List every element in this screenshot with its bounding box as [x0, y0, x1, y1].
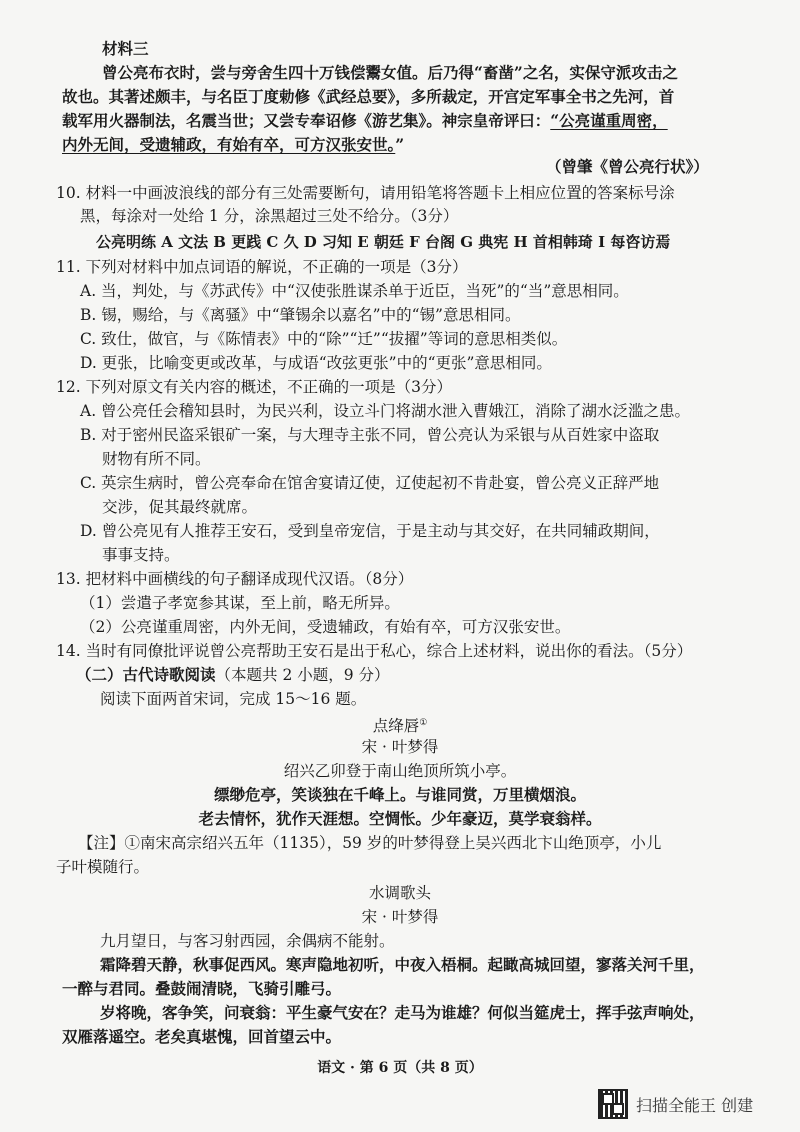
watermark-text: 扫描全能王 创建: [636, 1095, 754, 1115]
poem-2-line: 岁将晚，客争笑，问衰翁：平生豪气安在？走马为谁雄？何似当筵虎士，挥手弦声响处，: [100, 1003, 705, 1022]
material3-text: 载军用火器制法，名震当世；又尝专奉诏修《游艺集》。神宗皇帝评曰：: [62, 111, 551, 130]
poem-2-preface: 九月望日，与客习射西园，余偶病不能射。: [100, 932, 395, 950]
material3-paragraph-line: 故也。其著述颇丰，与名臣丁度勅修《武经总要》，多所裁定，开宫定军事全书之先河，首: [62, 87, 675, 106]
poem-2-author: 宋 · 叶梦得: [361, 908, 439, 926]
question-12-option-d: D. 曾公亮见有人推荐王安石，受到皇帝宠信，于是主动与其交好，在共同辅政期间，: [80, 522, 660, 540]
question-10-line: 10. 材料一中画波浪线的部分有三处需要断句，请用铅笔将答题卡上相应位置的答案标号涂: [56, 184, 675, 202]
poem-1-footnote-mark: ①: [419, 718, 428, 728]
material3-paragraph-line: 曾公亮布衣时，尝与旁舍生四十万钱偿鬻女值。后乃得“畜凿”之名，实保守派攻击之: [102, 63, 678, 82]
poem-1-title-line: [0, 712, 800, 737]
poem-1-line: 老去情怀，犹作天涯想。空惆怅。少年豪迈，莫学衰翁样。: [198, 809, 602, 828]
question-14-stem: 14. 当时有同僚批评说曾公亮帮助王安石是出于私心，综合上述材料，说出你的看法。（5分）: [56, 642, 693, 660]
poem-2-line: 一醉与君同。叠鼓闹清晓，飞骑引雕弓。: [62, 979, 342, 998]
section-2-heading: （二）古代诗歌阅读: [76, 665, 216, 684]
section-2-heading-line: [76, 664, 390, 686]
poem-2-line: 霜降碧天静，秋事促西风。寒声隐地初听，中夜入梧桐。起瞰高城回望，寥落关河千里，: [100, 955, 705, 974]
question-13-sentence-1: （1）尝遣子孝宽参其谋，至上前，略无所异。: [80, 594, 400, 612]
material3-paragraph-line: [62, 134, 404, 156]
question-11-stem: 11. 下列对材料中加点词语的解说，不正确的一项是（3分）: [56, 258, 468, 276]
poem-1-line: 缥缈危亭，笑谈独在千峰上。与谁同赏，万里横烟浪。: [213, 785, 586, 804]
question-12-option-b-cont: 财物有所不同。: [102, 450, 211, 468]
material3-paragraph-line: [62, 110, 668, 132]
material3-text: ”: [395, 135, 405, 154]
material3-source: （曾肇《曾公亮行状》）: [546, 157, 709, 176]
question-11-option-b: B. 锡，赐给，与《离骚》中“肇锡余以嘉名”中的“锡”意思相同。: [80, 306, 521, 324]
question-13-stem: 13. 把材料中画横线的句子翻译成现代汉语。（8分）: [56, 570, 414, 588]
question-11-option-d: D. 更张，比喻变更或改革，与成语“改弦更张”中的“更张”意思相同。: [80, 354, 552, 372]
underlined-sentence: “公亮谨重周密，: [550, 111, 668, 130]
question-10-sentence: 公亮明练 A 文法 B 更践 C 久 D 习知 E 朝廷 F 台阁 G 典宪 H 首相韩琦 I 每咨访焉: [96, 233, 671, 251]
underlined-sentence: 内外无间，受遗辅政，有始有卒，可方汉张安世。: [62, 135, 396, 154]
poem-1-note-cont: 子叶模随行。: [56, 858, 150, 876]
poem-1-author: 宋 · 叶梦得: [361, 738, 439, 756]
poem-1-title: 点绛唇: [372, 717, 420, 736]
scanner-watermark: [598, 1086, 793, 1122]
poem-2-title: 水调歌头: [368, 884, 431, 902]
poem-1-preface: 绍兴乙卯登于南山绝顶所筑小亭。: [283, 762, 517, 780]
section-2-note: （本题共 2 小题，9 分）: [215, 666, 390, 684]
poem-2-line: 双雁落遥空。老矣真堪愧，回首望云中。: [62, 1027, 342, 1046]
question-10-line: 黑，每涂对一处给 1 分，涂黑超过三处不给分。（3分）: [80, 207, 459, 225]
poem-1-note: 【注】①南宋高宗绍兴五年（1135），59 岁的叶梦得登上吴兴西北卞山绝顶亭，小儿: [78, 834, 662, 852]
question-12-option-a: A. 曾公亮任会稽知县时，为民兴利，设立斗门将湖水泄入曹娥江，消除了湖水泛滥之患。: [80, 402, 691, 420]
material3-heading: 材料三: [102, 39, 149, 58]
question-12-option-b: B. 对于密州民盗采银矿一案，与大理寺主张不同，曾公亮认为采银与从百姓家中盗取: [80, 426, 660, 444]
question-12-stem: 12. 下列对原文有关内容的概述，不正确的一项是（3分）: [56, 378, 452, 396]
question-11-option-a: A. 当，判处，与《苏武传》中“汉使张胜谋杀单于近臣，当死”的“当”意思相同。: [80, 282, 629, 300]
question-13-sentence-2: （2）公亮谨重周密，内外无间，受遗辅政，有始有卒，可方汉张安世。: [80, 618, 571, 636]
question-11-option-c: C. 致仕，做官，与《陈情表》中的“除”“迁”“拔擢”等词的意思相类似。: [80, 330, 568, 348]
question-12-option-c-cont: 交涉，促其最终就席。: [102, 498, 258, 516]
question-12-option-c: C. 英宗生病时，曾公亮奉命在馆舍宴请辽使，辽使起初不肯赴宴，曾公亮义正辞严地: [80, 474, 660, 492]
page-footer: 语文 · 第 6 页（共 8 页）: [317, 1060, 483, 1076]
section-2-intro: 阅读下面两首宋词，完成 15～16 题。: [100, 690, 367, 708]
qr-code-icon: [598, 1089, 628, 1119]
question-12-option-d-cont: 事事支持。: [102, 546, 180, 564]
